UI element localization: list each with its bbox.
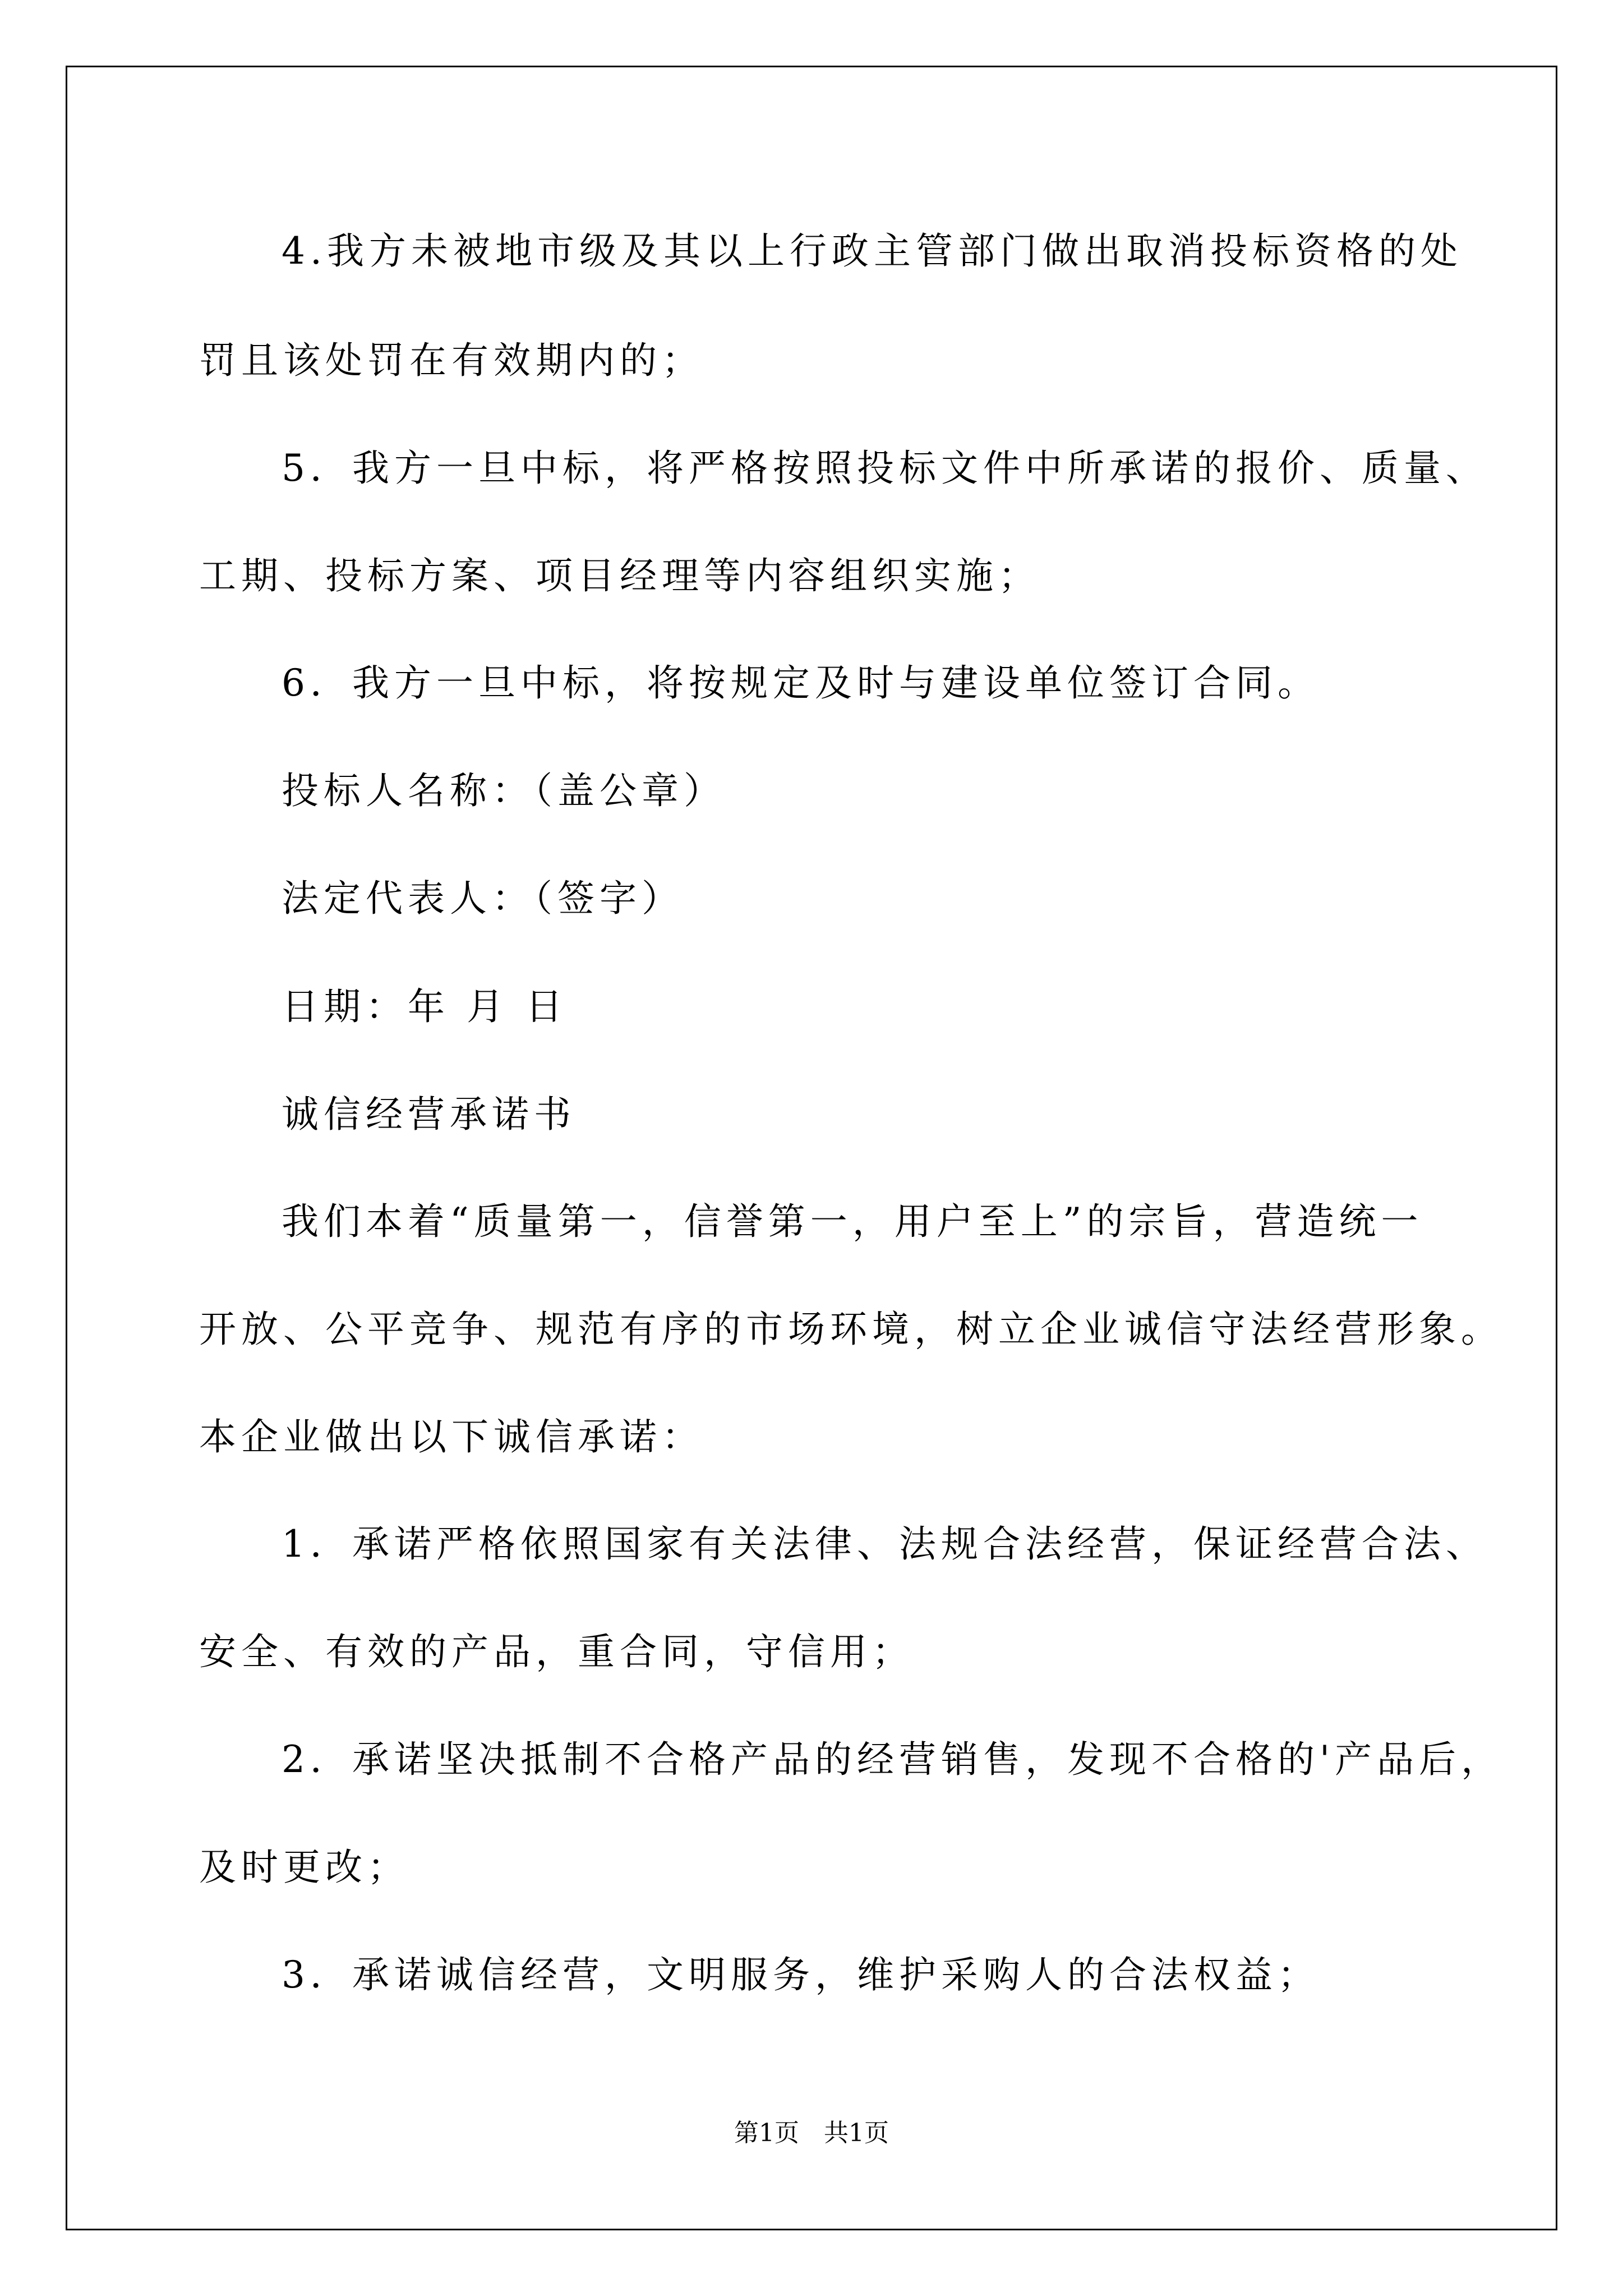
text-line: 及时更改；: [199, 1846, 409, 1889]
text-line: 4.我方未被地市级及其以上行政主管部门做出取消投标资格的处: [282, 229, 1463, 273]
text-line: 本企业做出以下诚信承诺：: [199, 1415, 704, 1458]
text-line: 3．承诺诚信经营，文明服务，维护采购人的合法权益；: [282, 1953, 1320, 1996]
text-line: 开放、公平竞争、规范有序的市场环境，树立企业诚信守法经营形象。: [199, 1308, 1503, 1351]
text-line: 工期、投标方案、项目经理等内容组织实施；: [199, 554, 1040, 597]
page-border: [66, 66, 1557, 2230]
text-line: 6．我方一旦中标，将按规定及时与建设单位签订合同。: [282, 661, 1320, 705]
text-line: 5．我方一旦中标，将严格按照投标文件中所承诺的报价、质量、: [282, 447, 1488, 490]
text-line: 1．承诺严格依照国家有关法律、法规合法经营，保证经营合法、: [282, 1522, 1488, 1566]
page-footer: 第1页 共1页: [734, 2119, 889, 2147]
text-line: 日期：年 月 日: [282, 985, 568, 1028]
text-line: 投标人名称：（盖公章）: [282, 769, 726, 812]
text-line: 安全、有效的产品，重合同，守信用；: [199, 1630, 914, 1673]
text-line: 法定代表人：（签字）: [282, 877, 684, 920]
text-line: 罚且该处罚在有效期内的；: [199, 339, 704, 382]
text-line: 2．承诺坚决抵制不合格产品的经营销售，发现不合格的'产品后，: [282, 1738, 1504, 1781]
text-line: 我们本着“质量第一，信誉第一，用户至上”的宗旨，营造统一: [282, 1200, 1423, 1243]
section-heading: 诚信经营承诺书: [282, 1093, 576, 1136]
